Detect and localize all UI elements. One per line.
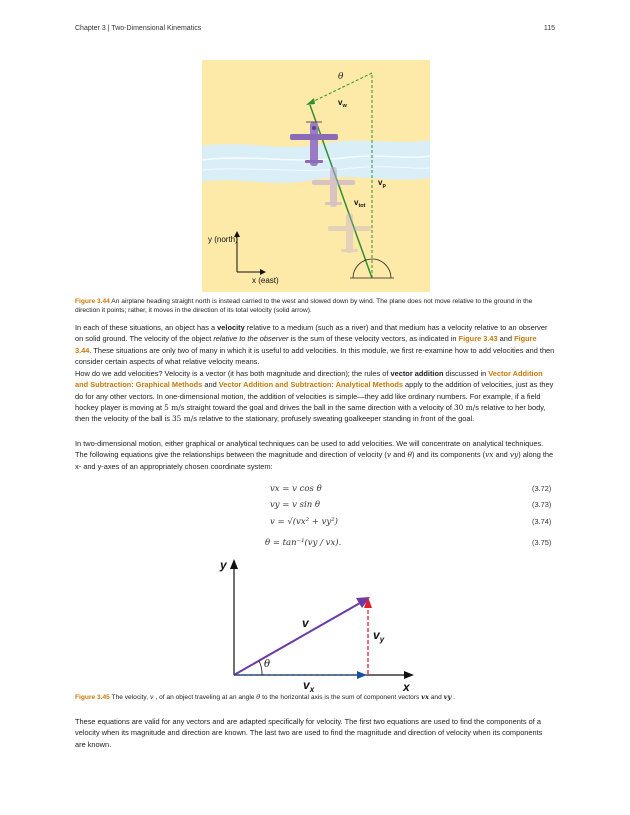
equation-3-75: θ = tan⁻¹(vy / vx). [265,538,342,548]
equation-number-3-73: (3.73) [532,500,552,509]
equation-number-3-72: (3.72) [532,484,552,493]
theta-label: θ [338,72,344,82]
theta-label: θ [264,659,271,670]
equation-3-73: vy = v sin θ [270,500,321,510]
figure-3-45-caption: Figure 3.45 The velocity, v , of an object traveling at an angle θ to the horizontal axis is the sum of component vectors vx and vy . [75,693,455,701]
equation-number-3-74: (3.74) [532,517,552,526]
equation-number-3-75: (3.75) [532,538,552,547]
vp-label: $v_p$ [378,178,386,189]
theta-arc [259,661,262,675]
vy-label: $v_y$ [373,628,385,644]
x-east-label: x (east) [252,276,279,285]
figure-airplane-wind [202,60,430,292]
velocity-components-diagram [210,553,425,693]
header-chapter: Chapter 3 | Two-Dimensional Kinematics [75,25,202,32]
paragraph-equation-usage: These equations are valid for any vectors and are adapted specifically for velocity. The first two equations are used to find the components of a velocity when its magnitude and direction are known. The last two are used to find the magnitude and direction of velocity when its components are known. [75,717,543,749]
link-analytical-methods[interactable]: Vector Addition and Subtraction: Analytical Methods [218,380,403,390]
paragraph-relative-velocity: In each of these situations, an object has a velocity relative to a medium (such as a river) and that medium has a velocity relative to an observer on solid ground. The velocity of the object relative to the observer is the sum of these velocity vectors, as indicated in Figure 3.43 and Figure 3.44. These situations are only two of many in which it is useful to add velocities. In this module, we first re-examine how to add velocities and then consider certain aspects of what relative velocity means. [75,323,555,366]
caption-text: An airplane heading straight north is instead carried to the west and slowed down by wind. The plane does not move relative to the ground in the direction it points; rather, it moves in the direction of its total velocity (solid arrow). [75,298,533,314]
link-figure-3-43[interactable]: Figure 3.43 [458,334,498,344]
equation-3-72: vx = v cos θ [270,484,322,494]
vtot-label: $v_{tot}$ [354,198,366,209]
y-north-label: y (north) [208,235,238,244]
airplane-wind-illustration [202,60,430,292]
link-graphical-methods[interactable]: Vector Addition and Subtraction: Graphical Methods [75,369,543,390]
paragraph-two-dimensional: In two-dimensional motion, either graphical or analytical techniques can be used to add velocities. We will concentrate on analytical techniques. The following equations give the relationships between the magnitude and direction of velocity (v and θ) and its components (vx and vy) along the x- and y-axes of an appropriately chosen coordinate system: [75,439,554,471]
axis-y-label: y [220,558,227,572]
v-label: v [302,616,309,630]
axis-x-label: x [403,680,410,693]
figure-velocity-components [210,553,425,693]
equation-3-74: v = √(vx² + vy²) [270,517,338,527]
caption-label: Figure 3.44 [75,298,110,305]
vw-label: $v_w$ [338,98,347,109]
link-figure-3-44[interactable]: Figure 3.44 [75,334,537,355]
header-page-number: 115 [543,25,555,32]
v-vector [234,603,360,675]
paragraph-adding-velocities: How do we add velocities? Velocity is a vector (it has both magnitude and direction); the rules of vector addition discussed in Vector Addition and Subtraction: Graphical Methods and Vector Addition and Subtraction: Analytical Methods apply to the addition of velocities, just as they do for any other vectors. In one-dimensional motion, the addition of velocities is simple—they add like ordinary numbers. For example, if a field hockey player is moving at 5 m/s straight toward the goal and drives the ball in the same direction with a velocity of 30 m/s relative to her body, then the velocity of the ball is 35 m/s relative to the stationary, profusely sweating goalkeeper standing in front of the goal. [75,369,554,424]
figure-3-44-caption [75,297,555,315]
vx-label: $v_x$ [303,678,315,693]
caption-label: Figure 3.45 [75,694,110,701]
vx-arrowhead [357,671,367,679]
